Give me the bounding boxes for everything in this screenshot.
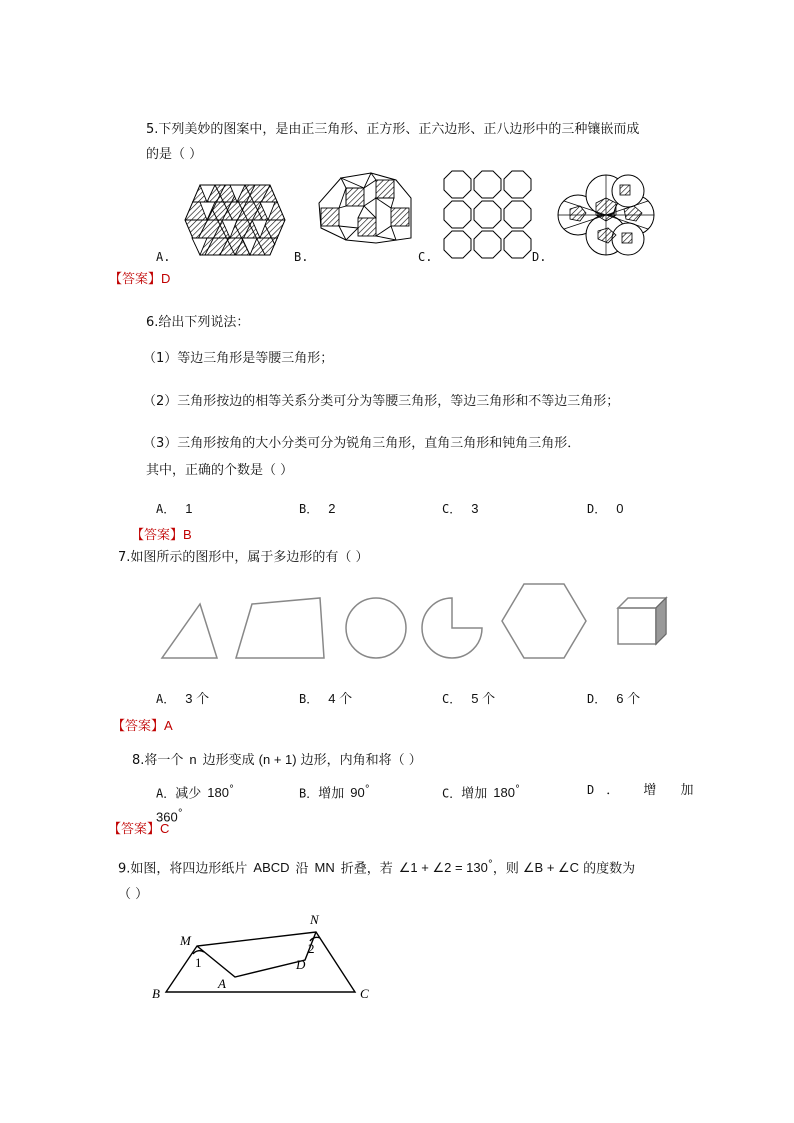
q6-option-c: C． 3 (442, 501, 479, 516)
q5-stem-line2: 的是（ ） (146, 147, 203, 162)
q6-answer: 【答案】B (131, 527, 192, 543)
q7-option-b: B． 4 个 (299, 691, 353, 706)
q7-quadrilateral-shape (236, 598, 324, 658)
q8-option-a: A．减少 180° (156, 784, 234, 802)
q5-figure-a-triangle-square-hexagon (180, 180, 290, 260)
q9-label-a: A (218, 976, 226, 991)
q9-label-n: N (310, 912, 319, 927)
q7-option-d: D． 6 个 (587, 691, 641, 706)
q9-label-angle-1: 1 (195, 955, 202, 970)
q9-label-angle-2: 2 (308, 941, 315, 956)
q5-option-a-label: A. (156, 250, 171, 264)
q7-shapes-figure (160, 584, 680, 664)
q7-triangle-shape (162, 604, 217, 658)
q5-option-c-label: C. (418, 250, 433, 264)
q8-option-c: C．增加 180° (442, 784, 520, 802)
q5-figure-b-triangle-square-hexagon (316, 168, 416, 248)
q7-stem: 7.如图所示的图形中，属于多边形的有（ ） (118, 550, 369, 565)
q7-hexagon-shape (502, 584, 586, 658)
q8-option-d-value: 360° (156, 808, 183, 825)
q9-label-b: B (152, 986, 160, 1001)
q6-statement-2: （2）三角形按边的相等关系分类可分为等腰三角形，等边三角形和不等边三角形； (143, 394, 620, 409)
q9-folded-quadrilateral-figure (150, 908, 380, 1008)
q6-question: 其中，正确的个数是（ ） (146, 463, 294, 478)
q6-option-b: B． 2 (299, 501, 336, 516)
q6-statement-3: （3）三角形按角的大小分类可分为锐角三角形，直角三角形和钝角三角形． (143, 436, 581, 451)
q9-label-d: D (296, 957, 306, 972)
q8-option-d: D ． 增 加 (587, 783, 704, 798)
q6-stem: 6.给出下列说法： (146, 315, 250, 330)
q8-stem: 8.将一个 n 边形变成 (n + 1) 边形，内角和将（ ） (132, 752, 422, 768)
q5-answer: 【答案】D (109, 271, 171, 287)
q8-option-b: B．增加 90° (299, 784, 370, 802)
q9-stem-line2: （ ） (118, 887, 149, 902)
q6-option-a: A． 1 (156, 501, 193, 516)
q7-answer: 【答案】A (112, 718, 173, 734)
q7-option-c: C． 5 个 (442, 691, 496, 706)
q7-sector-shape (422, 598, 482, 658)
q5-figure-d-three-shapes (556, 173, 656, 258)
q9-stem-line1: 9.如图，将四边形纸片 ABCD 沿 MN 折叠，若 ∠1 + ∠2 = 130°，则 ∠B + ∠C 的度数为 (118, 859, 636, 877)
q7-circle-shape (346, 598, 406, 658)
q5-figure-c-octagon-square (443, 170, 533, 260)
q8-answer: 【答案】C (108, 821, 170, 837)
q5-stem-line1: 5.下列美妙的图案中，是由正三角形、正方形、正六边形、正八边形中的三种镶嵌而成 (146, 122, 640, 137)
q5-option-b-label: B. (294, 250, 309, 264)
q9-label-m: M (180, 933, 191, 948)
q5-option-d-label: D. (532, 250, 547, 264)
q7-option-a: A． 3 个 (156, 691, 210, 706)
q6-statement-1: （1）等边三角形是等腰三角形； (143, 351, 334, 366)
q9-label-c: C (360, 986, 369, 1001)
q6-option-d: D． 0 (587, 501, 624, 516)
